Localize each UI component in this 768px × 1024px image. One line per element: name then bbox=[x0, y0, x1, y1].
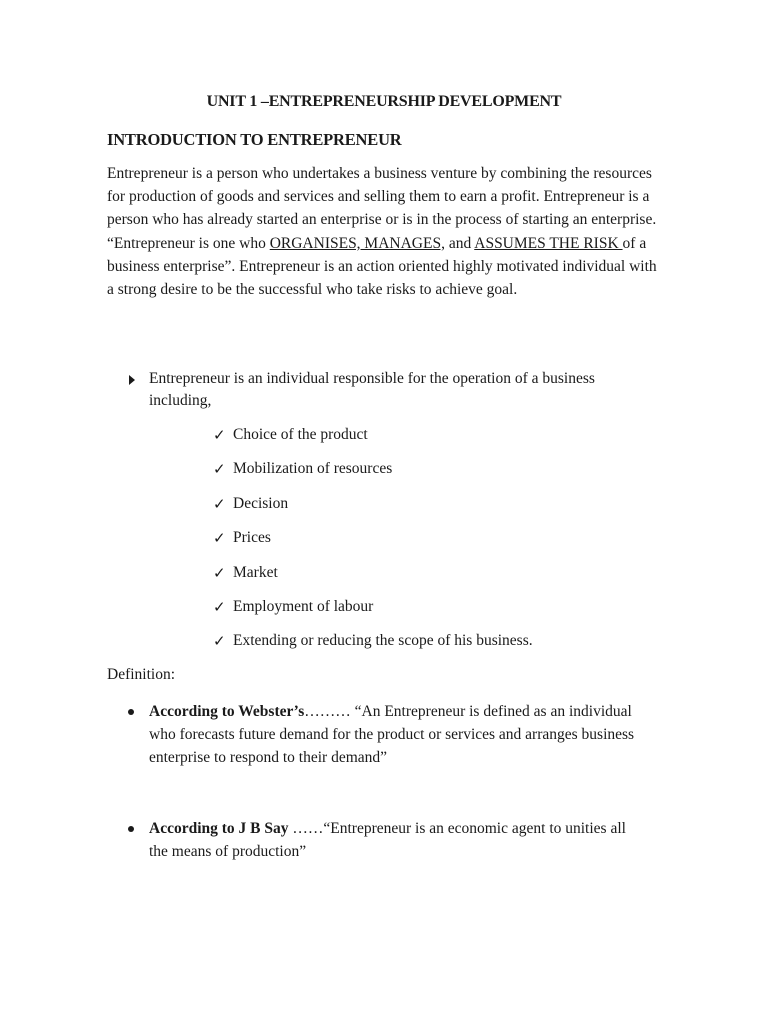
definition-source: According to J B Say bbox=[149, 820, 289, 837]
main-bullet-text: Entrepreneur is an individual responsible for the operation of a business including, bbox=[149, 370, 595, 409]
intro-underline-1: ORGANISES, MANAGES, bbox=[269, 234, 445, 252]
bullet-dot-icon bbox=[128, 709, 134, 715]
definition-webster bbox=[128, 700, 648, 769]
checkmark-icon: ✓ bbox=[213, 563, 226, 582]
responsibility-checklist bbox=[213, 424, 533, 665]
checklist-item-text: Decision bbox=[233, 494, 289, 512]
arrow-bullet-icon bbox=[129, 375, 135, 385]
checkmark-icon: ✓ bbox=[213, 529, 226, 548]
definition-quote: ……… “An Entrepreneur is defined as an individual who forecasts future demand for the product or services and arranges business enterprise to respond to their demand” bbox=[149, 703, 635, 766]
definition-jb-say bbox=[128, 817, 648, 863]
definition-label: Definition: bbox=[107, 666, 176, 683]
intro-text-2: and bbox=[444, 234, 475, 252]
main-bullet bbox=[129, 368, 649, 412]
bullet-dot-icon bbox=[128, 826, 134, 832]
definition-text bbox=[149, 817, 648, 863]
checklist-item-text: Extending or reducing the scope of his business. bbox=[233, 632, 533, 650]
section-heading: INTRODUCTION TO ENTREPRENEUR bbox=[107, 130, 402, 149]
checklist-item bbox=[213, 596, 533, 630]
checkmark-icon: ✓ bbox=[213, 494, 226, 513]
checklist-item bbox=[213, 424, 533, 458]
intro-text-1: Entrepreneur is a person who undertakes a business venture by combining the resources for production of goods and services and selling them to earn a profit. Entrepreneur is a person who has already started an enterprise or is in the process of starting an enterprise. “Entrepreneur is one who bbox=[107, 165, 657, 252]
checklist-item bbox=[213, 458, 533, 492]
checklist-item bbox=[213, 630, 533, 664]
intro-paragraph bbox=[107, 162, 667, 301]
checklist-item bbox=[213, 562, 533, 596]
checklist-item-text: Employment of labour bbox=[233, 597, 374, 615]
checkmark-icon: ✓ bbox=[213, 597, 226, 616]
checklist-item-text: Mobilization of resources bbox=[233, 460, 393, 478]
intro-text-3: of a business enterprise”. Entrepreneur is an action oriented highly motivated individual with a strong desire to be the successful who take risks to achieve goal. bbox=[107, 234, 657, 299]
checklist-item bbox=[213, 493, 533, 527]
intro-underline-2: ASSUMES THE RISK bbox=[474, 234, 623, 252]
checklist-item-text: Choice of the product bbox=[233, 426, 368, 443]
checklist-item-text: Prices bbox=[233, 529, 271, 547]
checklist-item-text: Market bbox=[233, 563, 278, 581]
definition-text bbox=[149, 700, 648, 769]
definition-source: According to Webster’s bbox=[149, 703, 305, 720]
checkmark-icon: ✓ bbox=[213, 460, 226, 479]
checkmark-icon: ✓ bbox=[213, 632, 226, 651]
unit-title: UNIT 1 –ENTREPRENEURSHIP DEVELOPMENT bbox=[206, 93, 562, 110]
definition-quote: ……“Entrepreneur is an economic agent to unities all the means of production” bbox=[149, 820, 626, 860]
checkmark-icon: ✓ bbox=[213, 426, 226, 444]
checklist-item bbox=[213, 527, 533, 561]
